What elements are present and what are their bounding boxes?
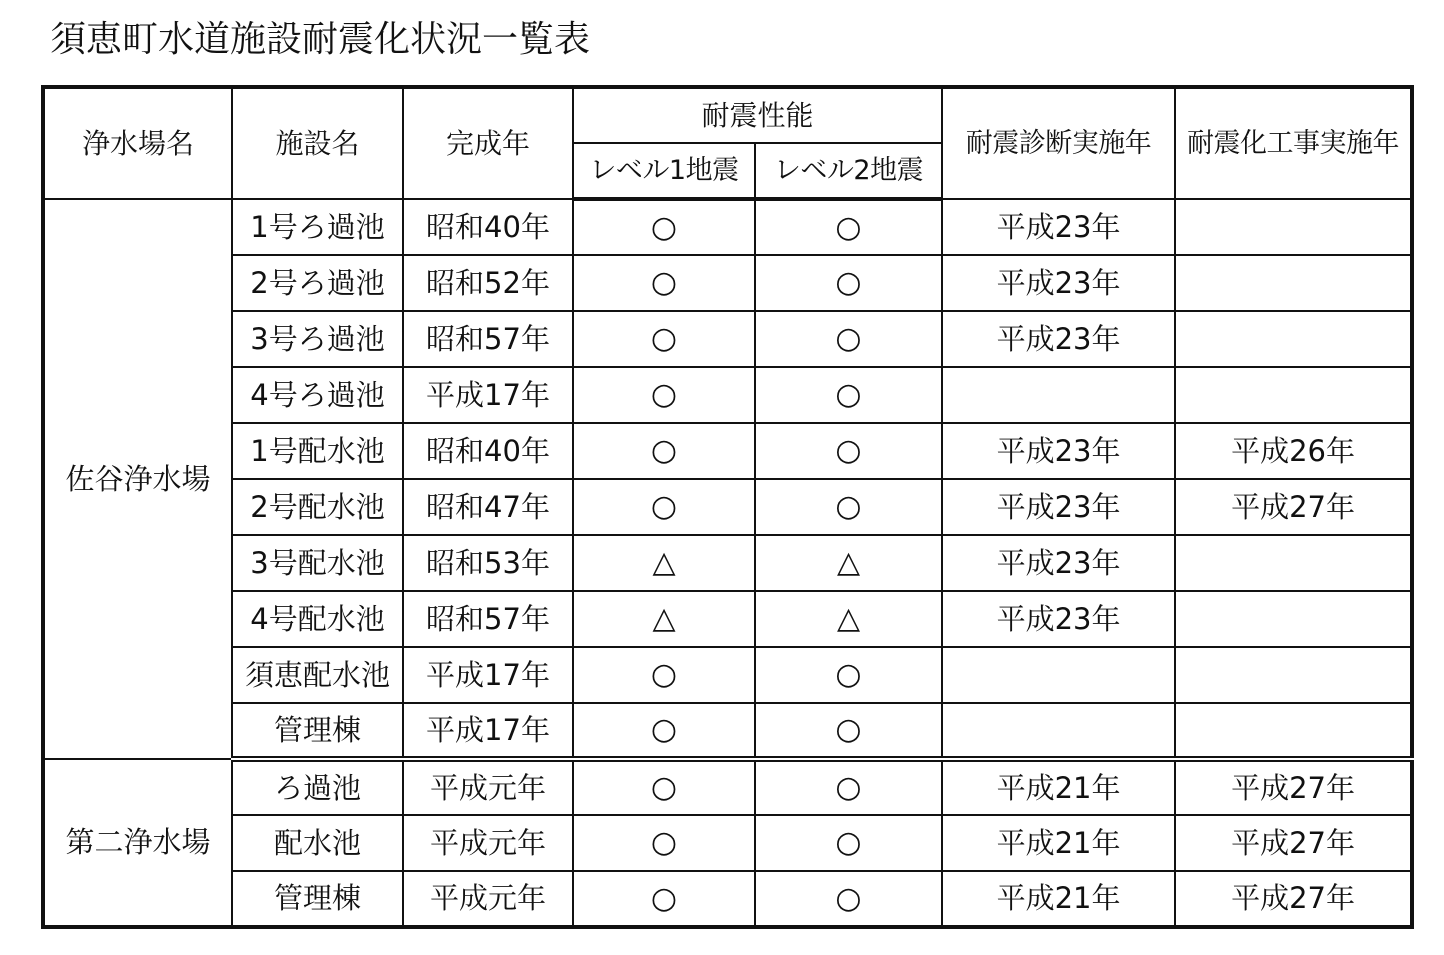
diagnosis-year-cell xyxy=(942,703,1175,759)
completion-year-cell: 平成元年 xyxy=(403,871,573,927)
completion-year-cell: 平成17年 xyxy=(403,367,573,423)
level1-mark-cell: △ xyxy=(573,591,755,647)
diagnosis-year-cell: 平成23年 xyxy=(942,591,1175,647)
retrofit-year-cell xyxy=(1175,535,1412,591)
retrofit-year-cell xyxy=(1175,199,1412,255)
table-row xyxy=(43,703,1412,759)
level1-mark-cell: ○ xyxy=(573,815,755,871)
completion-year-cell: 平成17年 xyxy=(403,647,573,703)
header-facility-name: 施設名 xyxy=(232,87,403,199)
retrofit-year-cell: 平成27年 xyxy=(1175,815,1412,871)
diagnosis-year-cell: 平成23年 xyxy=(942,199,1175,255)
completion-year-cell: 昭和47年 xyxy=(403,479,573,535)
retrofit-year-cell: 平成27年 xyxy=(1175,759,1412,815)
retrofit-year-cell xyxy=(1175,703,1412,759)
table-row xyxy=(43,311,1412,367)
table-row xyxy=(43,423,1412,479)
level2-mark-cell: ○ xyxy=(755,479,942,535)
facility-name-cell: 須恵配水池 xyxy=(232,647,403,703)
header-diagnosis-year: 耐震診断実施年 xyxy=(942,87,1175,199)
facility-name-cell: 1号配水池 xyxy=(232,423,403,479)
level2-mark-cell: ○ xyxy=(755,647,942,703)
completion-year-cell: 平成元年 xyxy=(403,815,573,871)
level1-mark-cell: △ xyxy=(573,535,755,591)
diagnosis-year-cell: 平成21年 xyxy=(942,759,1175,815)
facility-name-cell: 4号ろ過池 xyxy=(232,367,403,423)
facility-name-cell: 配水池 xyxy=(232,815,403,871)
level1-mark-cell: ○ xyxy=(573,703,755,759)
level1-mark-cell: ○ xyxy=(573,199,755,255)
facility-name-cell: 管理棟 xyxy=(232,871,403,927)
completion-year-cell: 昭和40年 xyxy=(403,199,573,255)
level2-mark-cell: ○ xyxy=(755,199,942,255)
header-plant-name: 浄水場名 xyxy=(43,87,232,199)
level1-mark-cell: ○ xyxy=(573,367,755,423)
diagnosis-year-cell: 平成23年 xyxy=(942,535,1175,591)
header-row xyxy=(43,87,1412,143)
level2-mark-cell: ○ xyxy=(755,703,942,759)
retrofit-year-cell xyxy=(1175,367,1412,423)
level1-mark-cell: ○ xyxy=(573,479,755,535)
completion-year-cell: 平成17年 xyxy=(403,703,573,759)
diagnosis-year-cell: 平成21年 xyxy=(942,871,1175,927)
completion-year-cell: 昭和57年 xyxy=(403,311,573,367)
table-row xyxy=(43,591,1412,647)
page-title: 須恵町水道施設耐震化状況一覧表 xyxy=(50,19,591,60)
plant-name-cell: 佐谷浄水場 xyxy=(43,199,232,759)
completion-year-cell: 昭和52年 xyxy=(403,255,573,311)
level2-mark-cell: ○ xyxy=(755,759,942,815)
level1-mark-cell: ○ xyxy=(573,311,755,367)
retrofit-year-cell: 平成27年 xyxy=(1175,871,1412,927)
header-seismic-performance: 耐震性能 xyxy=(573,87,942,143)
diagnosis-year-cell: 平成23年 xyxy=(942,479,1175,535)
table-row xyxy=(43,199,1412,255)
retrofit-year-cell xyxy=(1175,647,1412,703)
completion-year-cell: 平成元年 xyxy=(403,759,573,815)
level2-mark-cell: ○ xyxy=(755,871,942,927)
header-level1: レベル1地震 xyxy=(573,143,755,199)
seismic-status-table xyxy=(41,85,1414,929)
plant-name-cell: 第二浄水場 xyxy=(43,759,232,927)
retrofit-year-cell xyxy=(1175,591,1412,647)
facility-name-cell: 4号配水池 xyxy=(232,591,403,647)
facility-name-cell: ろ過池 xyxy=(232,759,403,815)
facility-name-cell: 3号ろ過池 xyxy=(232,311,403,367)
table-row xyxy=(43,479,1412,535)
facility-name-cell: 1号ろ過池 xyxy=(232,199,403,255)
retrofit-year-cell: 平成26年 xyxy=(1175,423,1412,479)
table-row xyxy=(43,647,1412,703)
level2-mark-cell: ○ xyxy=(755,367,942,423)
level2-mark-cell: △ xyxy=(755,535,942,591)
level2-mark-cell: △ xyxy=(755,591,942,647)
level2-mark-cell: ○ xyxy=(755,815,942,871)
diagnosis-year-cell: 平成23年 xyxy=(942,311,1175,367)
completion-year-cell: 昭和57年 xyxy=(403,591,573,647)
table-row xyxy=(43,871,1412,927)
diagnosis-year-cell: 平成23年 xyxy=(942,255,1175,311)
header-level2: レベル2地震 xyxy=(755,143,942,199)
diagnosis-year-cell xyxy=(942,647,1175,703)
retrofit-year-cell xyxy=(1175,311,1412,367)
level1-mark-cell: ○ xyxy=(573,423,755,479)
table-row xyxy=(43,367,1412,423)
table-row xyxy=(43,255,1412,311)
table-row xyxy=(43,815,1412,871)
level1-mark-cell: ○ xyxy=(573,647,755,703)
facility-name-cell: 2号ろ過池 xyxy=(232,255,403,311)
completion-year-cell: 昭和40年 xyxy=(403,423,573,479)
level2-mark-cell: ○ xyxy=(755,423,942,479)
diagnosis-year-cell: 平成21年 xyxy=(942,815,1175,871)
level1-mark-cell: ○ xyxy=(573,871,755,927)
header-completion-year: 完成年 xyxy=(403,87,573,199)
facility-name-cell: 3号配水池 xyxy=(232,535,403,591)
diagnosis-year-cell: 平成23年 xyxy=(942,423,1175,479)
level1-mark-cell: ○ xyxy=(573,255,755,311)
level2-mark-cell: ○ xyxy=(755,311,942,367)
diagnosis-year-cell xyxy=(942,367,1175,423)
header-retrofit-year: 耐震化工事実施年 xyxy=(1175,87,1412,199)
completion-year-cell: 昭和53年 xyxy=(403,535,573,591)
facility-name-cell: 管理棟 xyxy=(232,703,403,759)
table-row xyxy=(43,759,1412,815)
table-row xyxy=(43,535,1412,591)
level2-mark-cell: ○ xyxy=(755,255,942,311)
facility-name-cell: 2号配水池 xyxy=(232,479,403,535)
retrofit-year-cell xyxy=(1175,255,1412,311)
retrofit-year-cell: 平成27年 xyxy=(1175,479,1412,535)
level1-mark-cell: ○ xyxy=(573,759,755,815)
